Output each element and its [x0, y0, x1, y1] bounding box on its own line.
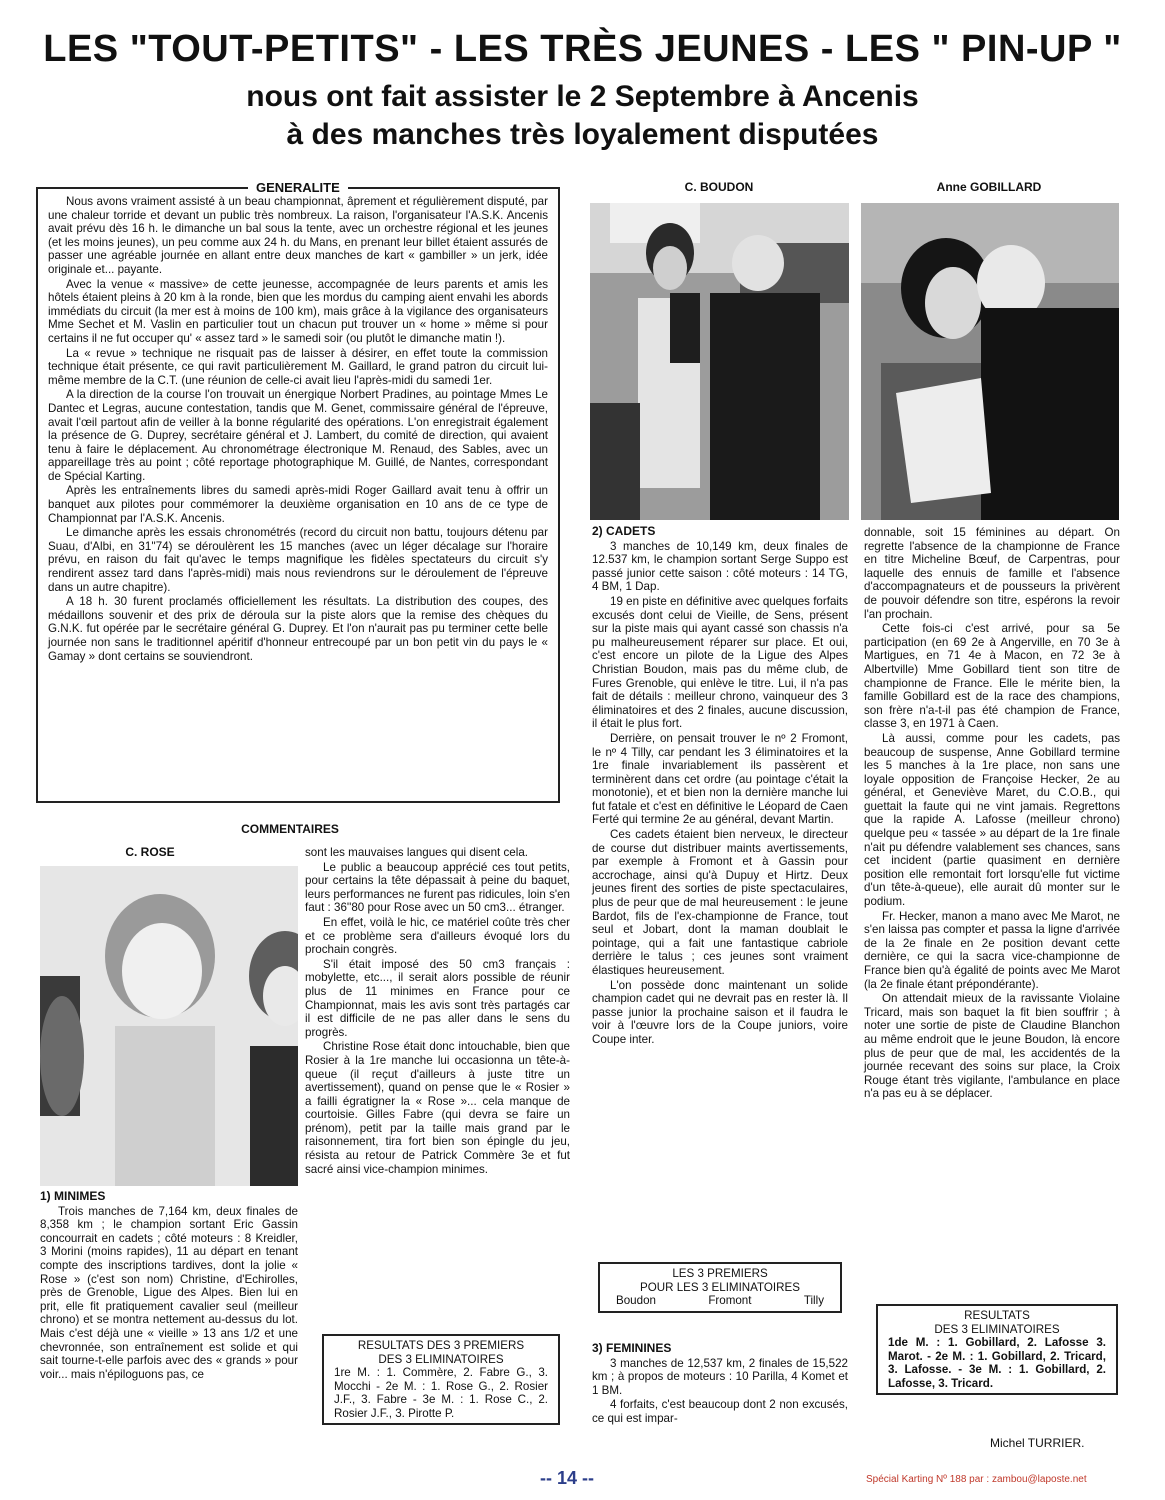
- cadets-box-line-1: LES 3 PREMIERS: [672, 1267, 768, 1280]
- source-credit: Spécial Karting Nº 188 par : zambou@laposte.net: [866, 1474, 1087, 1485]
- minimes-paragraph: Le public a beaucoup apprécié ces tout petits, pour certains la tête dépassait à peine du baquet, leurs performances ne furent pas ridicules, loin s'en faut : 36''80 pour Rose avec un 50 cm3... étranger.: [305, 860, 570, 915]
- minimes-results-title-2: DES 3 ELIMINATOIRES: [378, 1352, 504, 1366]
- subtitle-line-1: nous ont fait assister le 2 Septembre à Ancenis: [246, 80, 919, 113]
- minimes-results-title-1: RESULTATS DES 3 PREMIERS: [357, 1339, 525, 1352]
- subtitle-line-2: à des manches très loyalement disputées: [286, 118, 879, 151]
- feminines-results-box: [876, 1304, 1118, 1395]
- feminines-results-title-2: DES 3 ELIMINATOIRES: [934, 1322, 1060, 1336]
- cadets-title: 2) CADETS: [592, 524, 656, 538]
- generalite-box: [36, 180, 560, 803]
- minimes-paragraph: S'il était imposé des 50 cm3 français : mobylette, etc..., il serait alors possible de réunir plus de 11 minimes en France pour ce Championnat, mais les avis sont très partagés car il est difficile de ne pas aller dans le sens du progrès.: [305, 957, 570, 1039]
- minimes-results-text: 1re M. : 1. Commère, 2. Fabre G., 3. Mocchi - 2e M. : 1. Rose G., 2. Rosier J.F., 3. Fabre - 3e M. : 1. Rose C., 2. Rosier J.F., 3. Pirotte P.: [334, 1366, 548, 1420]
- minimes-section: [40, 1190, 298, 1382]
- feminines-section: [592, 1342, 848, 1427]
- generalite-paragraph: A 18 h. 30 furent proclamés officiellement les résultats. La distribution des coupes, des médaillons souvenir et des prix de déroula sur la piste alors que la remise des chèques du G.N.K. fut opérée par le secrétaire général G. Duprey. Et l'on n'aurait pas pu terminer cette belle journée non sans le traditionnel apéritif d'honneur entrecoupé par un bon petit vin du pays le « Gamay » dont certains se souviendront.: [48, 595, 548, 663]
- feminines-results-text: 1de M. : 1. Gobillard, 2. Lafosse 3. Marot. - 2e M. : 1. Gobillard, 2. Tricard, 3. Lafosse. - 3e M. : 1. Gobillard, 2. Lafosse, 3. Tricard.: [888, 1336, 1106, 1390]
- cadets-box-names: [610, 1294, 830, 1308]
- feminines-col4: [864, 526, 1120, 1102]
- gobillard-photo: [861, 203, 1119, 520]
- feminines-paragraph: 4 forfaits, c'est beaucoup dont 2 non excusés, ce qui est impar-: [592, 1398, 848, 1425]
- commentaires-title: COMMENTAIRES: [241, 822, 339, 836]
- cadets-paragraph: 3 manches de 10,149 km, deux finales de 12.537 km, le champion sortant Serge Suppo est passé junior cette saison : côté moteurs : 14 TG, 4 BM, 1 Dap.: [592, 539, 848, 594]
- rose-caption: C. ROSE: [125, 845, 175, 859]
- author-signature: Michel TURRIER.: [990, 1436, 1085, 1450]
- rose-photo: [40, 866, 298, 1186]
- boudon-caption: C. BOUDON: [684, 180, 754, 194]
- feminines-paragraph: 3 manches de 12,537 km, 2 finales de 15,522 km ; à propos de moteurs : 10 Parilla, 4 Komet et 1 BM.: [592, 1356, 848, 1397]
- gobillard-caption: Anne GOBILLARD: [936, 180, 1042, 194]
- minimes-col2: [305, 846, 570, 1177]
- cadets-section: [592, 525, 848, 1048]
- cadets-box-name: Tilly: [803, 1294, 824, 1307]
- boudon-photo-illustration: [590, 203, 849, 520]
- generalite-paragraph: Le dimanche après les essais chronométrés (record du circuit non battu, toujours détenu par Suau, d'Albi, en 31''74) se déroulèrent les 15 manches (avec un léger décalage sur l'horaire prévu, en raison du fait qu'avec le temps magnifique les fidèles spectateurs du circuit s'y rendirent assez tard dans l'après-midi) mais nous reviendrons sur le déroulement de l'épreuve dans un autre chapitre).: [48, 526, 548, 594]
- minimes-text: Trois manches de 7,164 km, deux finales de 8,358 km ; le champion sortant Eric Gassin concourrait en cadets ; côté moteurs : 8 Kreidler, 3 Morini (moins rapides), 11 au départ en tenant compte des inscriptions tardives, dont la jolie « Rose » (c'est son nom) Christine, d'Echirolles, près de Grenoble, Ligue des Alpes. Bien lui en prit, elle fit pratiquement cavalier seul (meilleur chrono) et se montra nettement au-dessus du lot. Mais c'est déjà une « vieille » 13 ans 1/2 et une chevronnée, son entraînement est solide et qui sait tourne-t-elle parfois avec des « grands » pour voir... mais n'épiloguons pas, ce: [40, 1204, 298, 1381]
- cadets-paragraph: Ces cadets étaient bien nerveux, le directeur de course dut distribuer maints avertissements, par exemple à Fromont et à Gassin pour accrochage, ainsi qu'à Dupuy et Hirtz. Deux jeunes firent des sorties de piste spectaculaires, plus de peur que de mal heureusement : le jeune Bardot, fils de l'ex-championne de France, tout seul et Jobart, dont la maman doublait le pointage, qui a fait une fantastique cabriole derrière le talus ; ces jeunes sont vraiment élastiques heureusement.: [592, 828, 848, 977]
- page-number: -- 14 --: [540, 1468, 594, 1488]
- feminines-title: 3) FEMININES: [592, 1341, 672, 1355]
- generalite-title: GENERALITE: [248, 180, 348, 195]
- generalite-paragraph: Après les entraînements libres du samedi après-midi Roger Gaillard avait tenu à offrir un banquet aux pilotes pour commémorer la deuxième organisation en 10 ans de ce type de Championnat par l'A.S.K. Ancenis.: [48, 484, 548, 525]
- feminines-results-title-1: RESULTATS: [964, 1309, 1030, 1322]
- boudon-photo: [590, 203, 849, 520]
- generalite-paragraph: Nous avons vraiment assisté à un beau championnat, âprement et régulièrement disputé, par une chaleur torride et devant un public très nombreux. La raison, l'organisateur l'A.S.K. Ancenis avait prévu dès 16 h. le dimanche un bal sous la tente, avec un orchestre régional et les jeunes (et les moins jeunes), un peu comme aux 24 h. du Mans, en prenant leur billet étaient assurés de passer une agréable journée en allant entre deux manches de kart « gambiller » un jerk, idée originale et... payante.: [48, 195, 548, 276]
- cadets-box-name: Fromont: [708, 1294, 752, 1307]
- minimes-paragraph: sont les mauvaises langues qui disent cela.: [305, 846, 528, 859]
- cadets-paragraph: Derrière, on pensait trouver le nº 2 Fromont, le nº 4 Tilly, car pendant les 3 éliminatoires et la 1re finale invariablement ils passèrent et terminèrent dans cet ordre (au pointage c'était la monotonie), et et bien non la dernière manche lui fut fatale et c'est en définitive le Léopard de Caen Ferté qui termine 2e au général, devant Martin.: [592, 731, 848, 827]
- minimes-paragraph: En effet, voilà le hic, ce matériel coûte très cher et ce problème sera d'ailleurs évoqué lors du prochain congrès.: [305, 915, 570, 957]
- generalite-text: [48, 195, 548, 664]
- generalite-paragraph: La « revue » technique ne risquait pas de laisser à désirer, en effet toute la commission technique était présente, ce qui ravit particulièrement M. Gaillard, le grand patron du circuit lui-même membre de la C.T. (une réunion de celle-ci avait lieu l'après-midi du samedi 1er.: [48, 346, 548, 387]
- minimes-title: 1) MINIMES: [40, 1189, 106, 1203]
- feminines-paragraph: On attendait mieux de la ravissante Violaine Tricard, mais son baquet la fit bien souffrir ; à noter une sortie de piste de Claudine Blanchon au même endroit que le jeune Boudon, là encore plus de peur que de mal, les accidentés de la journée recevant des soins sur place, la Croix Rouge étant très vigilante, l'ambulance en place n'a pas eu à se déplacer.: [864, 992, 1120, 1101]
- feminines-paragraph: donnable, soit 15 féminines au départ. On regrette l'absence de la championne de France en titre Micheline Bœuf, de Carpentras, pour laquelle des ennuis de famille et l'absence d'accompagnateurs et de pousseurs la privèrent de pouvoir défendre son titre, espérons la revoir l'an prochain.: [864, 526, 1120, 621]
- cadets-paragraph: L'on possède donc maintenant un solide champion cadet qui ne devrait pas en rester là. Il passe junior la prochaine saison et il faudra le voir à l'œuvre lors de la Coupe juniors, voire Coupe inter.: [592, 978, 848, 1046]
- cadets-box-name: Boudon: [616, 1294, 656, 1307]
- feminines-paragraph: Cette fois-ci c'est arrivé, pour sa 5e participation (en 69 2e à Angerville, en 70 3e à Martigues, en 71 4e à Macon, en 72 3e à Albertville) Mme Gobillard tient son titre de championne de France. Elle le mérite bien, la famille Gobillard est de la race des champions, son frère n'a-t-il pas été champion de France, classe 3, en 1971 à Caen.: [864, 622, 1120, 731]
- headline: LES "TOUT-PETITS" - LES TRÈS JEUNES - LES " PIN-UP ": [43, 28, 1122, 70]
- rose-photo-illustration: [40, 866, 298, 1186]
- generalite-paragraph: A la direction de la course l'on trouvait un énergique Norbert Pradines, au pointage Mmes Le Dantec et Legras, aucune contestation, tandis que M. Genet, commissaire général de l'épreuve, avait l'œil partout afin de veiller à la bonne régularité des opérations. L'on enregistrait également la présence de G. Duprey, secrétaire général et J. Lambert, du comité de direction, qui avaient tenu à faire le déplacement. Au chronométrage électronique M. Renaud, des Sables, avec un appareillage très au point ; côté reportage photographique M. Guillé, de Nantes, correspondant de Spécial Karting.: [48, 388, 548, 483]
- cadets-box-line-2: POUR LES 3 ELIMINATOIRES: [640, 1280, 800, 1294]
- gobillard-photo-illustration: [861, 203, 1119, 520]
- feminines-paragraph: Fr. Hecker, manon a mano avec Me Marot, ne s'en laissa pas compter et passa la ligne d'arrivée de la 2e finale en 2e position devant cette dernière, ce qui la sacra vice-championne de France bien qu'à égalité de points avec Me Marot (la 2e finale étant prépondérante).: [864, 909, 1120, 991]
- feminines-paragraph: Là aussi, comme pour les cadets, pas beaucoup de suspense, Anne Gobillard termine les 5 manches à la 1re place, non sans une loyale opposition de Françoise Hecker, 2e au général, et Geneviève Maret, du C.O.B., qui guettait la faute qui ne vint jamais. Regrettons que la rapide A. Lafosse (meilleur chrono) quelque peu « tassée » au départ de la 1re finale n'ait pu défendre valablement ses chances, sans cet incident (partie quasiment en dernière position elle remontait fort lorsqu'elle fut victime d'un tête-à-queue), elle aurait dû monter sur le podium.: [864, 731, 1120, 909]
- generalite-paragraph: Avec la venue « massive» de cette jeunesse, accompagnée de leurs parents et amis les hôtels étaient pleins à 20 km à la ronde, bien que les mordus du camping aient envahi les abords immédiats du circuit (la mer est à moins de 100 km), mais grâce à la vigilance des organisateurs Mme Sechet et M. Vaslin en particulier tout un chacun put trouver un « home » même si pour certains il ne fut occuper qu' « assez tard » le samedi soir (ou plutôt le dimanche matin !).: [48, 277, 548, 345]
- minimes-paragraph: Christine Rose était donc intouchable, bien que Rosier à la 1re manche lui occasionna un tête-à-queue (il reçut d'ailleurs à juste titre un avertissement), quand on pense que le « Rosier » a failli égratigner la « Rose »... cela manque de courtoisie. Gilles Fabre (qui devra se faire un prénom), petit par la taille mais grand par le raisonnement, tira fort bien son épingle du jeu, résista au retour de Patrick Commère 3e et fut sacré ainsi vice-champion minimes.: [305, 1040, 570, 1176]
- minimes-results-box: [322, 1334, 560, 1425]
- cadets-results-box: [598, 1262, 842, 1313]
- cadets-paragraph: 19 en piste en définitive avec quelques forfaits excusés dont celui de Vieille, de Sens, présent sur la piste mais qui ayant cassé son chassis n'a pu malheureusement réparer sur place. Et oui, c'est encore un pilote de la Ligue des Alpes Christian Boudon, mais pas du même club, de Fures Grenoble, qui enlève le titre. Lui, il n'a pas fait de détails : meilleur chrono, vainqueur des 3 éliminatoires et des 2 finales, aucune discussion, il était le plus fort.: [592, 594, 848, 731]
